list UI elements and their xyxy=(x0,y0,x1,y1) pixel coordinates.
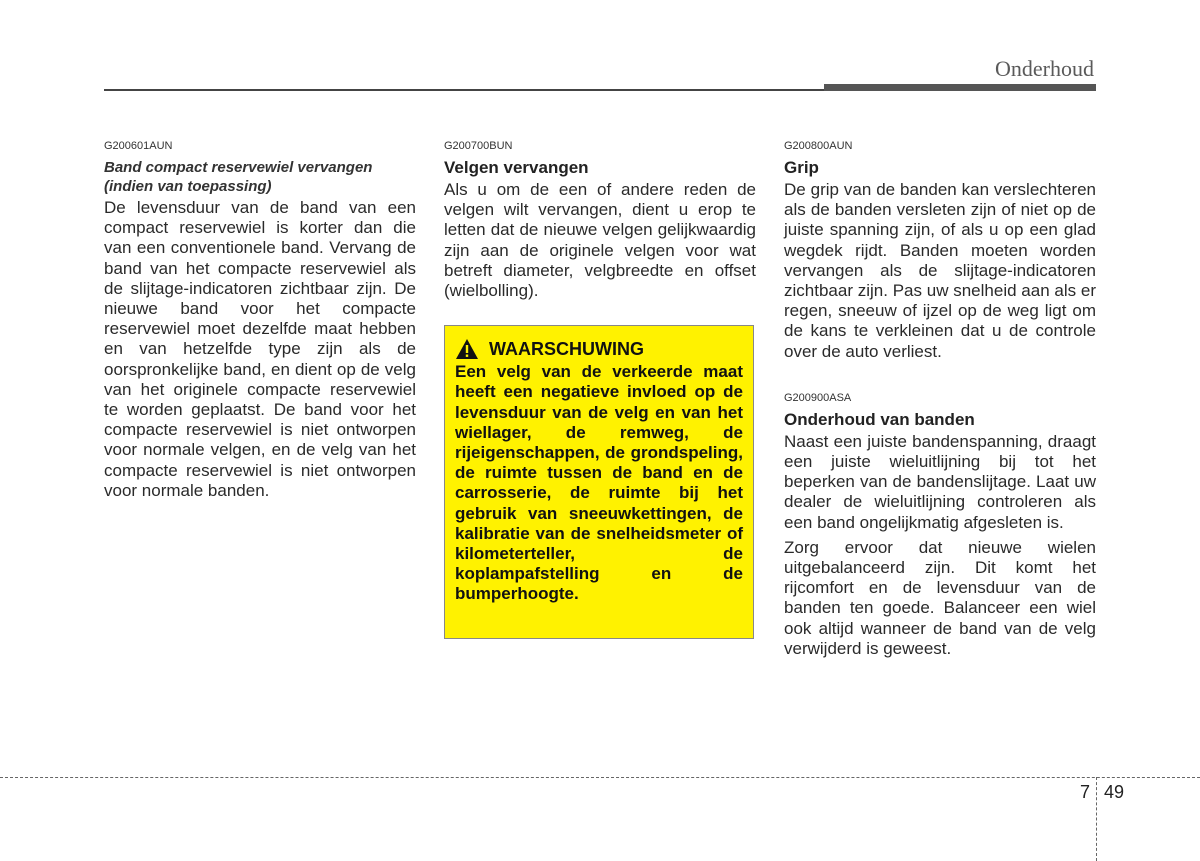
page-header-title: Onderhoud xyxy=(995,56,1094,81)
section-body: Als u om de een of andere reden de velgen wilt vervangen, dient u erop te letten dat de nieuwe velgen gelijkwaardig zijn aan de originele velgen voor wat betreft diameter, velgbreedte en offset (wielbolling). xyxy=(444,180,756,301)
section-body: Naast een juiste bandenspanning, draagt een juiste wieluitlijning bij tot het beperken van de bandenslijtage. Laat uw dealer de wieluitlijning controleren als een band ongelijkmatig afgesleten is. xyxy=(784,431,1096,532)
chapter-number: 7 xyxy=(1080,782,1091,802)
footer-vertical-divider xyxy=(1096,777,1097,861)
section-code: G200900ASA xyxy=(784,391,852,404)
warning-box xyxy=(444,325,754,639)
section-body: De grip van de banden kan verslechteren als de banden versleten zijn of niet op de juiste spanning zijn, of als u op een glad wegdek rijdt. Banden moeten worden vervangen als de slijtage-indicatoren zichtbaar zijn. Pas uw snelheid aan als er regen, sneeuw of ijzel op de weg ligt om de kans te verkleinen dat u de controle over de auto verliest. xyxy=(784,180,1096,361)
section-heading: Velgen vervangen xyxy=(444,158,589,177)
header-rule-accent xyxy=(824,84,1096,91)
section-body: Zorg ervoor dat nieuwe wielen uitgebalanceerd zijn. Dit komt het rijcomfort en de levensduur van de banden ten goede. Balanceer een wiel ook altijd wanneer de band van de velg verwijderd is geweest. xyxy=(784,537,1096,658)
page-number: 49 xyxy=(1104,782,1125,802)
footer-divider xyxy=(0,777,1200,778)
section-code: G200601AUN xyxy=(104,140,173,152)
section-body: De levensduur van de band van een compact reservewiel is korter dan die van een conventionele band. Vervang de band van het compacte reservewiel als de slijtage-indicatoren zichtbaar zijn. De nieuwe band voor het compacte reservewiel moet dezelfde maat hebben en van hetzelfde type zijn als de oorspronkelijke band, en dient op de velg van het originele compacte reservewiel te worden geplaatst. De band voor het compacte reservewiel is niet ontworpen voor normale velgen, en de velg van het compacte reservewiel is niet ontworpen voor normale banden. xyxy=(104,198,416,500)
section-code: G200700BUN xyxy=(444,140,513,152)
section-heading: Onderhoud van banden xyxy=(784,409,975,429)
column-middle xyxy=(444,138,756,639)
warning-title-label: WAARSCHUWING xyxy=(489,338,644,359)
section-heading: Band compact reservewiel vervangen (indien van toepassing) xyxy=(104,159,373,195)
column-right xyxy=(784,138,1096,659)
section-code: G200800AUN xyxy=(784,140,853,152)
warning-text: Een velg van de verkeerde maat heeft een negatieve invloed op de levensduur van de velg en van het wiellager, de remweg, de rijeigenschappen, de grondspeling, de ruimte tussen de band en de carrosserie, de ruimte bij het gebruik van sneeuwkettingen, de kalibratie van de snelheidsmeter of kilometerteller, de koplampafstelling en de bumperhoogte. xyxy=(455,362,743,604)
warning-title xyxy=(455,338,743,360)
warning-triangle-icon xyxy=(455,338,479,360)
section-heading: Grip xyxy=(784,158,819,177)
column-left xyxy=(104,138,416,501)
